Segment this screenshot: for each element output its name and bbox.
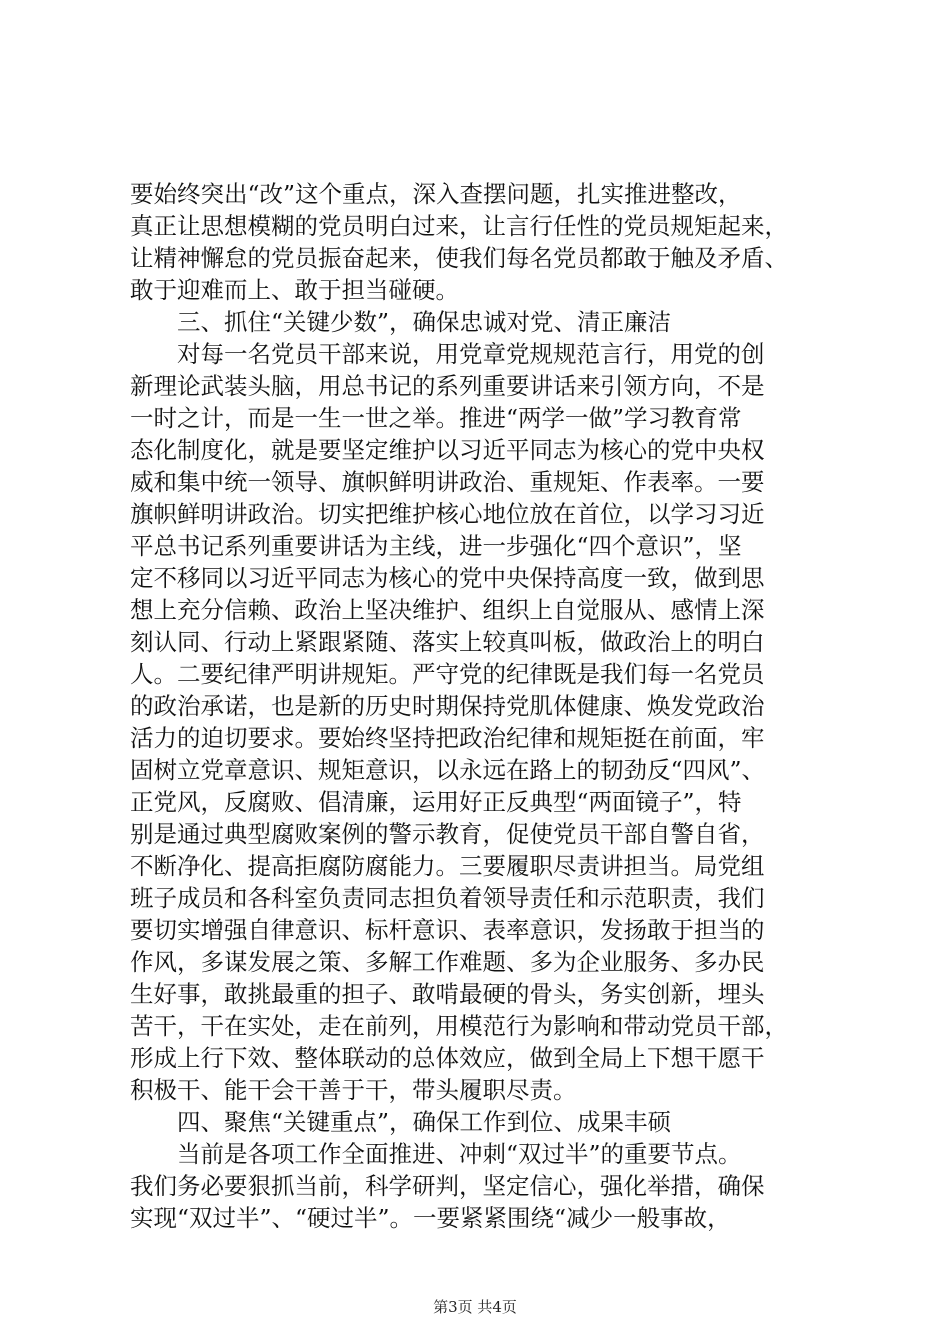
text-line: 不断净化、提高拒腐防腐能力。三要履职尽责讲担当。局党组 bbox=[130, 852, 765, 880]
paragraph-first-line: 当前是各项工作全面推进、冲刺“双过半”的重要节点。 bbox=[177, 1140, 742, 1168]
page-footer: 第3页 共4页 bbox=[433, 1298, 517, 1316]
text-line: 威和集中统一领导、旗帜鲜明讲政治、重规矩、作表率。一要 bbox=[130, 468, 765, 496]
text-line: 活力的迫切要求。要始终坚持把政治纪律和规矩挺在前面，牢 bbox=[130, 724, 765, 752]
text-line: 要始终突出“改”这个重点，深入查摆问题，扎实推进整改， bbox=[130, 180, 742, 208]
text-line: 正党风，反腐败、倡清廉，运用好正反典型“两面镜子”，特 bbox=[130, 788, 742, 816]
text-line: 想上充分信赖、政治上坚决维护、组织上自觉服从、感情上深 bbox=[130, 596, 765, 624]
text-line: 敢于迎难而上、敢于担当碰硬。 bbox=[130, 276, 459, 304]
document-body bbox=[130, 178, 830, 1234]
text-line: 生好事，敢挑最重的担子、敢啃最硬的骨头，务实创新，埋头 bbox=[130, 980, 765, 1008]
text-line: 固树立党章意识、规矩意识，以永远在路上的韧劲反“四风”、 bbox=[130, 756, 766, 784]
text-line: 作风，多谋发展之策、多解工作难题、多为企业服务、多办民 bbox=[130, 948, 765, 976]
text-line: 苦干，干在实处，走在前列，用模范行为影响和带动党员干部， bbox=[130, 1012, 788, 1040]
section-heading: 三、抓住“关键少数”，确保忠诚对党、清正廉洁 bbox=[177, 308, 672, 336]
text-line: 别是通过典型腐败案例的警示教育，促使党员干部自警自省， bbox=[130, 820, 765, 848]
text-line: 班子成员和各科室负责同志担负着领导责任和示范职责，我们 bbox=[130, 884, 765, 912]
text-line: 真正让思想模糊的党员明白过来，让言行任性的党员规矩起来， bbox=[130, 212, 788, 240]
text-line: 让精神懈怠的党员振奋起来，使我们每名党员都敢于触及矛盾、 bbox=[130, 244, 788, 272]
text-line: 新理论武装头脑，用总书记的系列重要讲话来引领方向，不是 bbox=[130, 372, 765, 400]
text-line: 人。二要纪律严明讲规矩。严守党的纪律既是我们每一名党员 bbox=[130, 660, 765, 688]
text-line: 平总书记系列重要讲话为主线，进一步强化“四个意识”，坚 bbox=[130, 532, 742, 560]
text-line: 刻认同、行动上紧跟紧随、落实上较真叫板，做政治上的明白 bbox=[130, 628, 765, 656]
text-line: 形成上行下效、整体联动的总体效应，做到全局上下想干愿干 bbox=[130, 1044, 765, 1072]
text-line: 实现“双过半”、“硬过半”。一要紧紧围绕“减少一般事故， bbox=[130, 1204, 731, 1232]
section-heading: 四、聚焦“关键重点”，确保工作到位、成果丰硕 bbox=[177, 1108, 672, 1136]
text-line: 的政治承诺，也是新的历史时期保持党肌体健康、焕发党政治 bbox=[130, 692, 765, 720]
text-line: 态化制度化，就是要坚定维护以习近平同志为核心的党中央权 bbox=[130, 436, 765, 464]
text-line: 积极干、能干会干善于干，带头履职尽责。 bbox=[130, 1076, 577, 1104]
paragraph-first-line: 对每一名党员干部来说，用党章党规规范言行，用党的创 bbox=[177, 340, 765, 368]
text-line: 一时之计，而是一生一世之举。推进“两学一做”学习教育常 bbox=[130, 404, 742, 432]
text-line: 要切实增强自律意识、标杆意识、表率意识，发扬敢于担当的 bbox=[130, 916, 765, 944]
text-line: 定不移同以习近平同志为核心的党中央保持高度一致，做到思 bbox=[130, 564, 765, 592]
text-line: 我们务必要狠抓当前，科学研判，坚定信心，强化举措，确保 bbox=[130, 1172, 765, 1200]
text-line: 旗帜鲜明讲政治。切实把维护核心地位放在首位，以学习习近 bbox=[130, 500, 765, 528]
